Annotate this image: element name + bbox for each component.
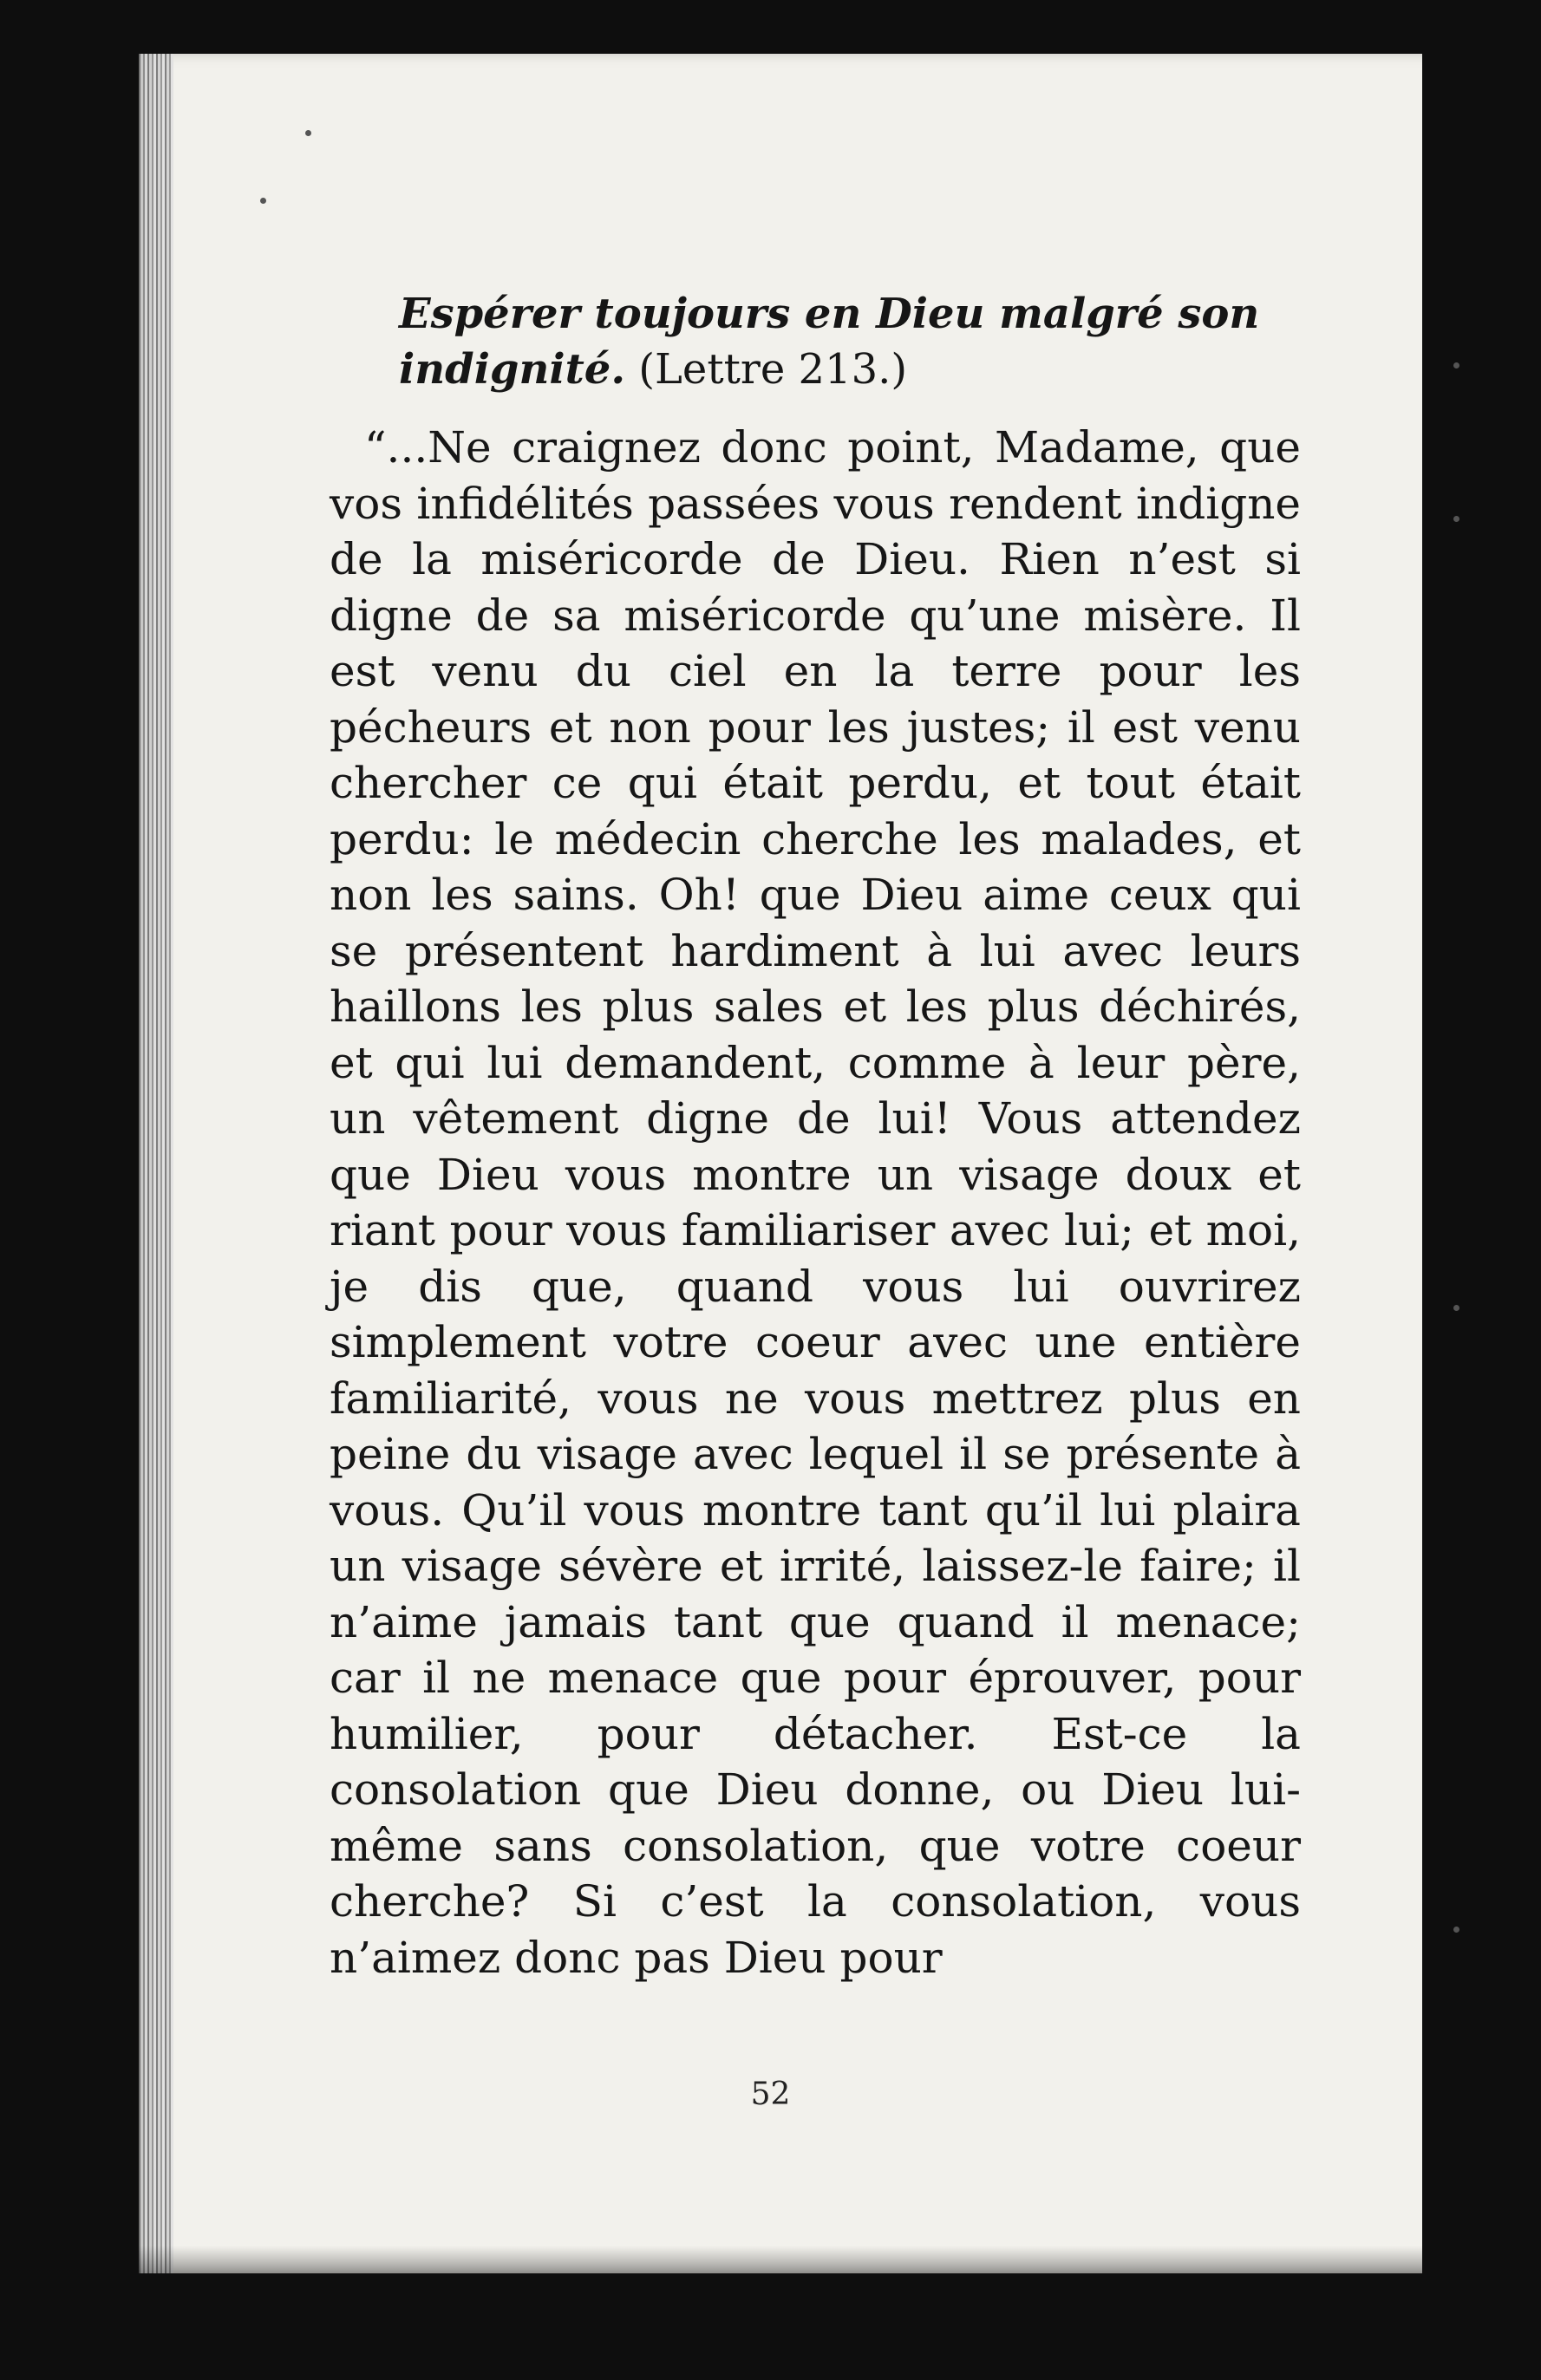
dust-speck bbox=[1453, 1927, 1459, 1933]
page-bottom-shadow bbox=[139, 2246, 1422, 2273]
dust-speck bbox=[1453, 1305, 1459, 1311]
dust-speck bbox=[1453, 362, 1459, 368]
dust-speck bbox=[305, 130, 311, 136]
page-number: 52 bbox=[750, 2077, 791, 2112]
section-heading bbox=[330, 286, 1301, 397]
heading-title: Espérer toujours en Dieu malgré son indignité. bbox=[399, 290, 1260, 394]
heading-letter-reference: (Lettre 213.) bbox=[625, 345, 908, 394]
body-paragraph: “...Ne craignez donc point, Madame, que vos infidélités passées vous rendent indigne de la miséricorde de Dieu. Rien n’est si digne de sa miséricorde qu’une misère. Il est venu du ciel en la terre pour les pécheurs et non pour les justes; il est venu chercher ce qui était perdu, et tout était perdu: le médecin cherche les malades, et non les sains. Oh! que Dieu aime ceux qui se présentent hardiment à lui avec leurs haillons les plus sales et les plus déchirés, et qui lui demandent, comme à leur père, un vêtement digne de lui! Vous attendez que Dieu vous montre un visage doux et riant pour vous familiariser avec lui; et moi, je dis que, quand vous lui ouvrirez simplement votre coeur avec une entière familiarité, vous ne vous mettrez plus en peine du visage avec lequel il se présente à vous. Qu’il vous montre tant qu’il lui plaira un visage sévère et irrité, laissez-le faire; il n’aime jamais tant que quand il menace; car il ne menace que pour éprouver, pour humilier, pour détacher. Est-ce la consolation que Dieu donne, ou Dieu lui-même sans consolation, que votre coeur cherche? Si c’est la consolation, vous n’aimez donc pas Dieu pour bbox=[330, 422, 1301, 1983]
dust-speck bbox=[1453, 516, 1459, 522]
page-text-block bbox=[330, 286, 1301, 1986]
dust-speck bbox=[260, 198, 266, 204]
page-gutter bbox=[139, 54, 173, 2273]
